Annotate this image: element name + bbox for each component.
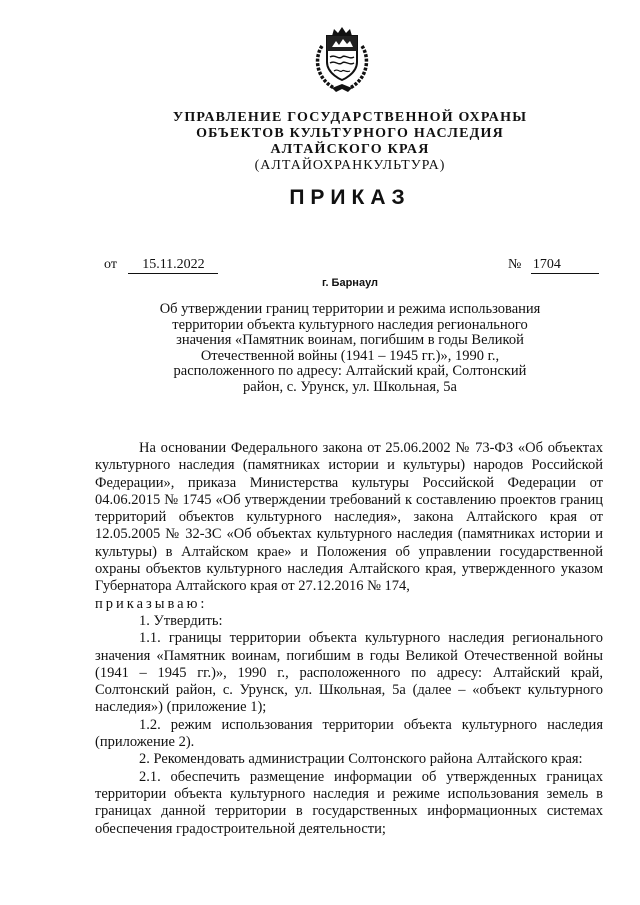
- document-type-title: ПРИКАЗ: [289, 186, 411, 209]
- item-1-2: 1.2. режим использования территории объекта культурного наследия (приложение 2).: [95, 716, 603, 751]
- org-name-line-3: АЛТАЙСКОГО КРАЯ: [270, 142, 430, 157]
- subject-line: значения «Памятник воинам, погибшим в годы Великой: [176, 332, 524, 348]
- subject-line: расположенного по адресу: Алтайский край, Солтонский: [173, 363, 527, 379]
- order-body: [95, 440, 603, 838]
- item-1-1: 1.1. границы территории объекта культурного наследия регионального значения «Памятник воинам, погибшим в годы Великой Отечественной войны (1941 – 1945 гг.)», 1990 г., расположенного по адресу: Алтайский край, Солтонский район, с. Урунск, ул. Школьная, 5а (далее – «объект культурного наследия») (приложение 1);: [95, 630, 603, 716]
- org-abbreviation: (АЛТАЙОХРАНКУЛЬТУРА): [254, 158, 446, 173]
- date-value: 15.11.2022: [128, 257, 218, 274]
- order-subject: [140, 302, 560, 395]
- subject-line: территории объекта культурного наследия регионального: [172, 316, 528, 333]
- subject-line: район, с. Урунск, ул. Школьная, 5а: [243, 378, 457, 395]
- org-name-line-1: УПРАВЛЕНИЕ ГОСУДАРСТВЕННОЙ ОХРАНЫ: [172, 110, 528, 125]
- number-value: 1704: [531, 257, 599, 274]
- number-label: №: [508, 257, 522, 272]
- date-label: от: [104, 257, 117, 272]
- org-name-line-2: ОБЪЕКТОВ КУЛЬТУРНОГО НАСЛЕДИЯ: [196, 126, 504, 141]
- subject-line: Об утверждении границ территории и режима использования: [159, 301, 541, 317]
- coat-of-arms-icon: [312, 26, 372, 94]
- order-word: приказываю:: [95, 595, 208, 612]
- item-2: 2. Рекомендовать администрации Солтонского района Алтайского края:: [139, 751, 583, 768]
- item-2-1: 2.1. обеспечить размещение информации об утвержденных границах территории объекта культурного наследия и режиме использования земель в границах данной территории в государственных информационных системах обеспечения градостроительной деятельности;: [95, 768, 603, 837]
- city-label: г. Барнаул: [321, 277, 379, 289]
- number-field: [508, 257, 599, 274]
- preamble-paragraph: На основании Федерального закона от 25.06.2002 № 73-ФЗ «Об объектах культурного наследия (памятниках истории и культуры) народов Российской Федерации», приказа Министерства культуры Российской Федерации от 04.06.2015 № 1745 «Об утверждении требований к составлению проектов границ территорий объектов культурного наследия», закона Алтайского края от 12.05.2005 № 32-ЗС «Об объектах культурного наследия (памятниках истории и культуры) в Алтайском крае» и Положения об управлении государственной охраны объектов культурного наследия Алтайского края, утвержденного указом Губернатора Алтайского края от 27.12.2016 № 174,: [95, 440, 603, 595]
- date-field: [104, 257, 218, 274]
- item-1: 1. Утвердить:: [139, 612, 223, 629]
- subject-line: Отечественной войны (1941 – 1945 гг.)», 1990 г.,: [200, 347, 500, 364]
